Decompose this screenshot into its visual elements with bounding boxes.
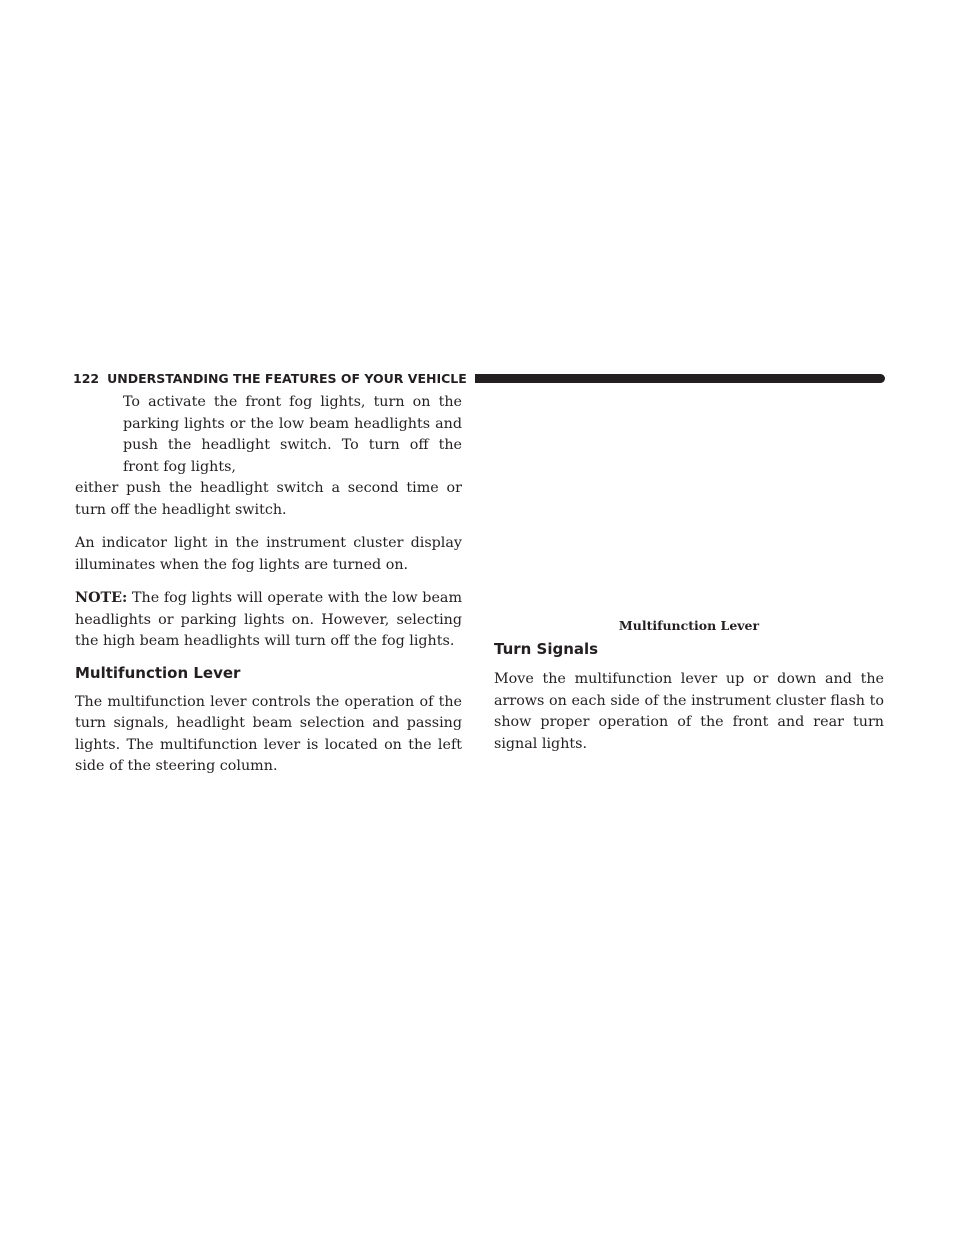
header-rule: [475, 374, 885, 383]
page-header: [73, 370, 885, 386]
fog-lights-paragraph-continued: either push the headlight switch a second time or turn off the headlight switch.: [75, 480, 462, 518]
section-title: UNDERSTANDING THE FEATURES OF YOUR VEHICLE: [107, 370, 467, 386]
note-label: NOTE:: [75, 590, 128, 606]
figure-area: [494, 392, 884, 618]
turn-signals-heading: Turn Signals: [494, 640, 599, 658]
page-number: 122: [73, 370, 100, 386]
multifunction-lever-paragraph: The multifunction lever controls the operation of the turn signals, headlight beam selection and passing lights. The multifunction lever is located on the left side of the steering column.: [75, 693, 462, 774]
right-column: [494, 392, 884, 755]
note-paragraph: [75, 588, 462, 653]
left-column: [75, 392, 462, 778]
note-text: The fog lights will operate with the low beam headlights or parking lights on. However, selecting the high beam headlights will turn off the fog lights.: [75, 590, 463, 649]
turn-signals-paragraph: Move the multifunction lever up or down and the arrows on each side of the instrument cluster flash to show proper operation of the front and rear turn signal lights.: [494, 671, 884, 752]
indicator-paragraph: An indicator light in the instrument cluster display illuminates when the fog lights are turned on.: [75, 535, 462, 573]
fog-lights-paragraph: To activate the front fog lights, turn on the parking lights or the low beam headlights and push the headlight switch. To turn off the front fog lights,: [123, 394, 462, 475]
figure-caption: Multifunction Lever: [618, 618, 760, 633]
multifunction-lever-heading: Multifunction Lever: [75, 663, 241, 682]
